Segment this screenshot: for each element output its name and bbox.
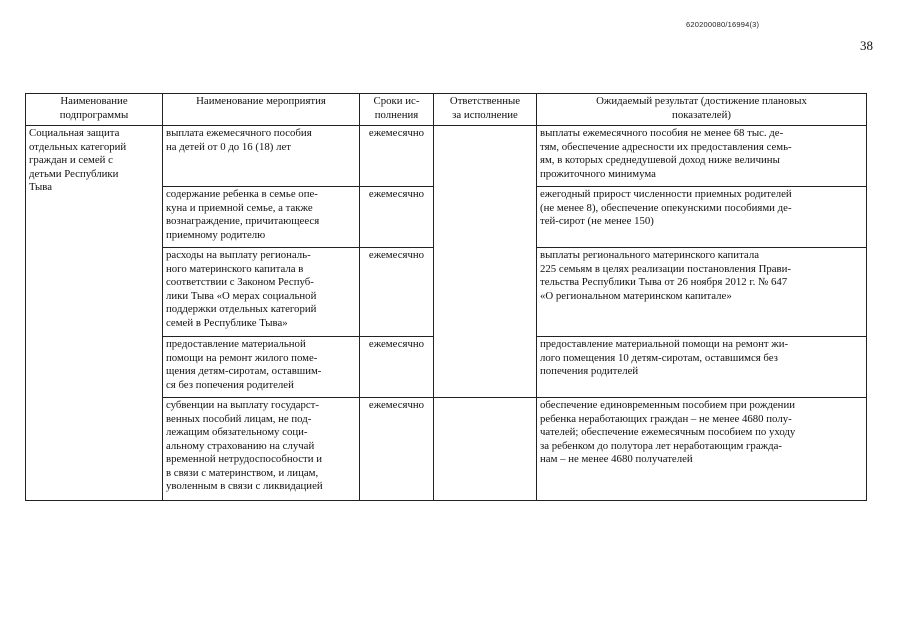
subprogram-cell: Социальная защита отдельных категорий граждан и семей с детьми Республики Тыва — [26, 126, 163, 501]
header-subprogram: Наименование подпрограммы — [26, 94, 163, 126]
term-cell: ежемесячно — [360, 248, 434, 337]
header-result: Ожидаемый результат (достижение плановых показателей) — [537, 94, 867, 126]
activity-cell: субвенции на выплату государст- венных пособий лицам, не под- лежащим обязательному соци- альному страхованию на случай временной нетрудоспособности и в связи с материнством, и лицам, уволенным в связи с ликвидацией — [163, 398, 360, 501]
table-row — [26, 126, 867, 187]
term-cell: ежемесячно — [360, 398, 434, 501]
term-cell: ежемесячно — [360, 187, 434, 248]
document-code: 620200080/16994(3) — [686, 20, 760, 29]
page-number: 38 — [860, 38, 873, 53]
table-header-row — [26, 94, 867, 126]
result-cell: выплаты регионального материнского капитала 225 семьям в целях реализации постановления Прави- тельства Республики Тыва от 26 ноября 2012 г. № 647 «О региональном материнском капитале» — [537, 248, 867, 337]
responsible-cell — [434, 398, 537, 501]
header-activity: Наименование мероприятия — [163, 94, 360, 126]
term-cell: ежемесячно — [360, 337, 434, 398]
result-cell: предоставление материальной помощи на ремонт жи- лого помещения 10 детям-сиротам, оставшимся без попечения родителей — [537, 337, 867, 398]
activity-cell: расходы на выплату региональ- ного материнского капитала в соответствии с Законом Респуб- лики Тыва «О мерах социальной поддержки отдельных категорий семей в Республике Тыва» — [163, 248, 360, 337]
activity-cell: выплата ежемесячного пособия на детей от 0 до 16 (18) лет — [163, 126, 360, 187]
term-cell: ежемесячно — [360, 126, 434, 187]
responsible-cell — [434, 126, 537, 398]
result-cell: обеспечение единовременным пособием при рождении ребенка неработающих граждан – не менее 4680 полу- чателей; обеспечение ежемесячным пособием по уходу за ребенком до полутора лет неработающим гражда- нам – не менее 4680 получателей — [537, 398, 867, 501]
header-responsible: Ответственные за исполнение — [434, 94, 537, 126]
header-term: Сроки ис- полнения — [360, 94, 434, 126]
activity-cell: содержание ребенка в семье опе- куна и приемной семье, а также вознаграждение, причитающееся приемному родителю — [163, 187, 360, 248]
result-cell: ежегодный прирост численности приемных родителей (не менее 8), обеспечение опекунскими пособиями де- тей-сирот (не менее 150) — [537, 187, 867, 248]
activity-cell: предоставление материальной помощи на ремонт жилого поме- щения детям-сиротам, оставшим- ся без попечения родителей — [163, 337, 360, 398]
program-table — [25, 93, 867, 501]
result-cell: выплаты ежемесячного пособия не менее 68 тыс. де- тям, обеспечение адресности их предоставления семь- ям, в которых среднедушевой доход ниже величины прожиточного минимума — [537, 126, 867, 187]
